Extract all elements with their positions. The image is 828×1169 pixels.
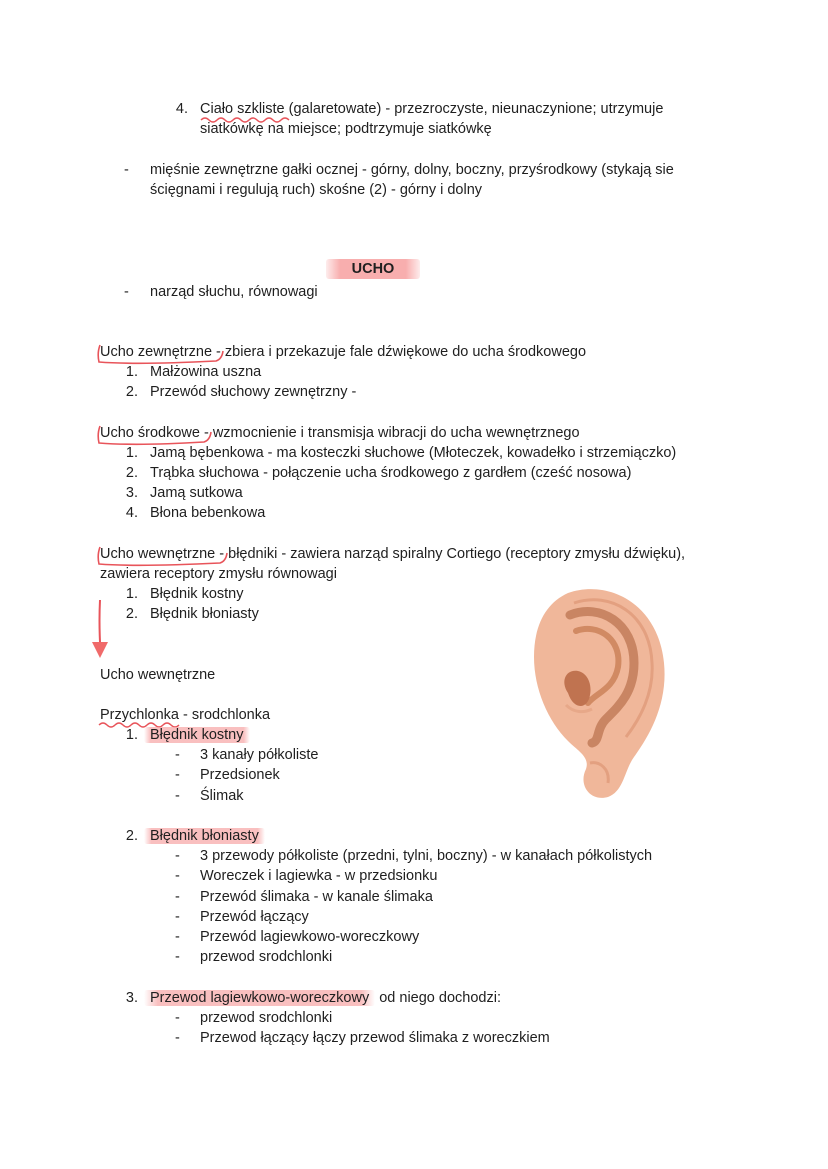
list-item: Przewód lagiewkowo-woreczkowy [200, 929, 420, 945]
definition-text: - wzmocnienie i transmisja wibracji do ucha wewnętrznego [199, 425, 580, 441]
term-cialo-szkliste: Ciało szkliste [200, 101, 285, 117]
section-heading: Ucho wewnętrzne [100, 667, 216, 683]
list-item: przewod srodchlonki [200, 1010, 333, 1026]
definition-text: (galaretowate) - przezroczyste, nieunaczynione; utrzymuje [284, 101, 664, 117]
list-item: Błędnik błoniasty [150, 606, 259, 622]
bullet-dash: - [175, 1010, 180, 1026]
list-item: 3 przewody półkoliste (przedni, tylni, boczny) - w kanałach półkolistych [200, 848, 653, 864]
list-number: 3. [125, 990, 138, 1006]
bullet-dash: - [124, 284, 129, 300]
definition-text: - zbiera i przekazuje fale dźwiękowe do ucha środkowego [212, 344, 587, 360]
highlight: Błędnik kostny [144, 727, 250, 743]
list-number: 1. [125, 586, 138, 602]
term-przychlonka: Przychlonka [100, 707, 179, 723]
list-item: Przewód ślimaka - w kanale ślimaka [200, 889, 433, 905]
list-number: 1. [125, 445, 138, 461]
highlight: Przewod lagiewkowo-woreczkowy [144, 990, 375, 1006]
list-number: 1. [125, 364, 138, 380]
label-bled-bloniasty [144, 826, 265, 846]
heading-continuation: zawiera receptory zmysłu równowagi [100, 566, 337, 582]
arrow-down-icon [90, 598, 114, 662]
muscles-line-1: mięśnie zewnętrzne gałki ocznej - górny, dolny, boczny, przyśrodkowy (stykają sie [150, 162, 674, 178]
list-item: Trąbka słuchowa - połączenie ucha środkowego z gardłem (cześć nosowa) [150, 465, 632, 481]
label-bled-kostny [144, 725, 250, 745]
bullet-dash: - [175, 1030, 180, 1046]
list-item: przewod srodchlonki [200, 949, 333, 965]
list-item: 3 kanały półkoliste [200, 747, 319, 763]
bullet-dash: - [175, 949, 180, 965]
list-item: Woreczek i lagiewka - w przedsionku [200, 868, 438, 884]
bullet-dash: - [124, 162, 129, 178]
list-item: Przedsionek [200, 767, 280, 783]
bullet-dash: - [175, 868, 180, 884]
bullet-dash: - [175, 848, 180, 864]
term-ucho-srodkowe: Ucho środkowe [100, 425, 200, 441]
list-item: Błona bebenkowa [150, 505, 266, 521]
list-number: 2. [125, 828, 138, 844]
definition-text: - błędniki - zawiera narząd spiralny Cortiego (receptory zmysłu dźwięku), [215, 546, 686, 562]
list-number: 1. [125, 727, 138, 743]
list-item-continuation: siatkówkę na miejsce; podtrzymuje siatkówkę [200, 121, 492, 137]
list-item: Błędnik kostny [150, 586, 244, 602]
list-item: Przewód słuchowy zewnętrzny - [150, 384, 357, 400]
term-ucho-zewnetrzne: Ucho zewnętrzne [100, 344, 213, 360]
list-item: Małżowina uszna [150, 364, 262, 380]
list-item: Przewod łączący łączy przewod ślimaka z woreczkiem [200, 1030, 550, 1046]
ucho-intro: narząd słuchu, równowagi [150, 284, 318, 300]
highlight: Błędnik błoniasty [144, 828, 265, 844]
list-number: 2. [125, 465, 138, 481]
list-number: 4. [125, 505, 138, 521]
definition-text: - srodchlonka [178, 707, 271, 723]
section-title-ucho: UCHO [326, 259, 420, 279]
list-number: 2. [125, 606, 138, 622]
list-item: Przewód łączący [200, 909, 309, 925]
list-item: Jamą sutkowa [150, 485, 243, 501]
bullet-dash: - [175, 909, 180, 925]
list-item: Jamą bębenkowa - ma kosteczki słuchowe (Młoteczek, kowadełko i strzemiączko) [150, 445, 677, 461]
list-number: 2. [125, 384, 138, 400]
definition-text: od niego dochodzi: [375, 990, 501, 1006]
bullet-dash: - [175, 929, 180, 945]
muscles-line-2: ścięgnami i regulują ruch) skośne (2) - górny i dolny [150, 182, 483, 198]
ear-illustration [530, 585, 670, 800]
list-number: 3. [125, 485, 138, 501]
bullet-dash: - [175, 747, 180, 763]
bullet-dash: - [175, 889, 180, 905]
bullet-dash: - [175, 767, 180, 783]
label-przewod [144, 988, 501, 1008]
term-ucho-wewnetrzne: Ucho wewnętrzne [100, 546, 216, 562]
bullet-dash: - [175, 788, 180, 804]
list-item: Ślimak [200, 788, 244, 804]
list-number: 4. [175, 101, 188, 117]
